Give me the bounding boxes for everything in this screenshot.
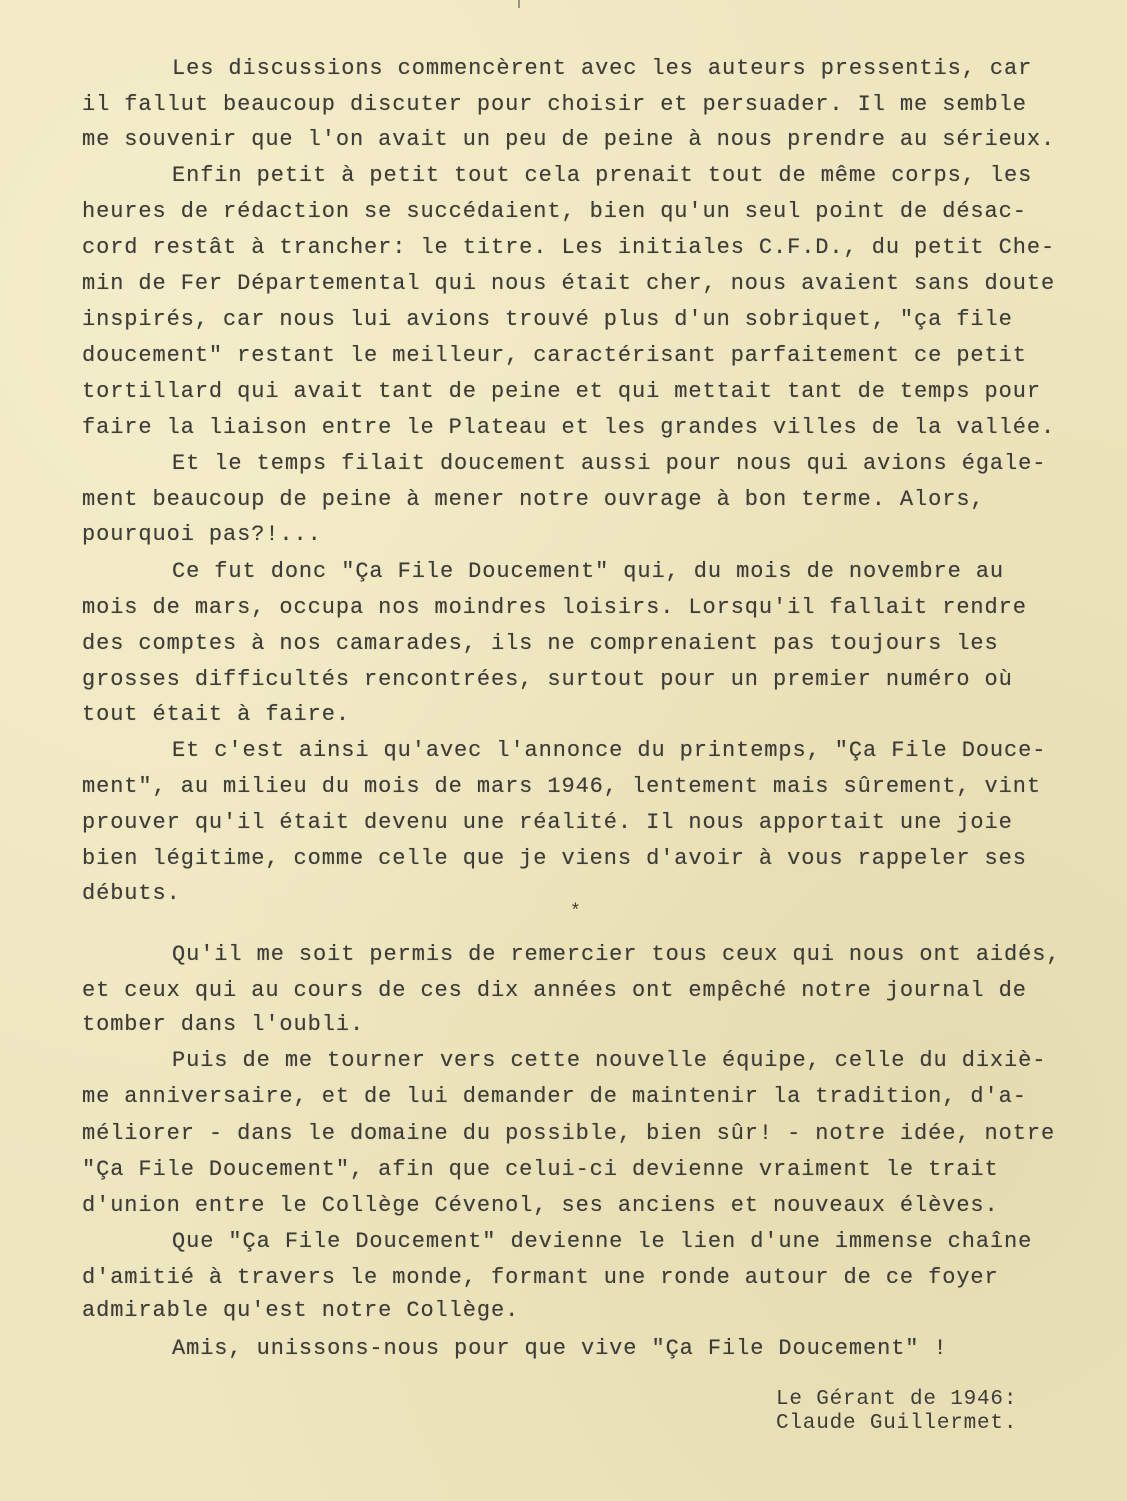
paragraph-line: d'amitié à travers le monde, formant une ronde autour de ce foyer <box>82 1265 999 1290</box>
paragraph-line: faire la liaison entre le Plateau et les grandes villes de la vallée. <box>82 415 1056 440</box>
punch-mark <box>518 0 520 8</box>
paragraph-line: des comptes à nos camarades, ils ne comprenaient pas toujours les <box>82 631 999 656</box>
paragraph-line: débuts. <box>82 881 181 906</box>
paragraph-line: mois de mars, occupa nos moindres loisirs. Lorsqu'il fallait rendre <box>82 595 1027 620</box>
paragraph-line: tomber dans l'oubli. <box>82 1012 365 1037</box>
paragraph-line: cord restât à trancher: le titre. Les initiales C.F.D., du petit Che- <box>82 235 1056 260</box>
paragraph-line: Puis de me tourner vers cette nouvelle équipe, celle du dixiè- <box>172 1048 1047 1073</box>
paragraph-line: Que "Ça File Doucement" devienne le lien d'une immense chaîne <box>172 1229 1033 1254</box>
paragraph-line: tout était à faire. <box>82 702 350 727</box>
paragraph-line: prouver qu'il était devenu une réalité. Il nous apportait une joie <box>82 810 1013 835</box>
paragraph-line: grosses difficultés rencontrées, surtout pour un premier numéro où <box>82 667 1013 692</box>
paragraph-line: heures de rédaction se succédaient, bien qu'un seul point de désac- <box>82 199 1027 224</box>
paragraph-line: pourquoi pas?!... <box>82 522 322 547</box>
signature-name: Claude Guillermet. <box>776 1412 1018 1435</box>
section-separator: * <box>570 902 581 922</box>
signature-title: Le Gérant de 1946: <box>776 1388 1018 1411</box>
paragraph-line: Ce fut donc "Ça File Doucement" qui, du mois de novembre au <box>172 559 1005 584</box>
paragraph-line: inspirés, car nous lui avions trouvé plus d'un sobriquet, "ça file <box>82 307 1013 332</box>
paragraph-line: "Ça File Doucement", afin que celui-ci devienne vraiment le trait <box>82 1157 999 1182</box>
paragraph-line: me anniversaire, et de lui demander de maintenir la tradition, d'a- <box>82 1084 1027 1109</box>
paragraph-line: ment", au milieu du mois de mars 1946, lentement mais sûrement, vint <box>82 774 1041 799</box>
paragraph-line: bien légitime, comme celle que je viens d'avoir à vous rappeler ses <box>82 846 1027 871</box>
paragraph-line: Et c'est ainsi qu'avec l'annonce du printemps, "Ça File Douce- <box>172 738 1047 763</box>
paragraph-line: méliorer - dans le domaine du possible, bien sûr! - notre idée, notre <box>82 1121 1056 1146</box>
paragraph-line: min de Fer Départemental qui nous était cher, nous avaient sans doute <box>82 271 1056 296</box>
paragraph-line: Et le temps filait doucement aussi pour nous qui avions égale- <box>172 451 1047 476</box>
paragraph-line: il fallut beaucoup discuter pour choisir et persuader. Il me semble <box>82 92 1027 117</box>
paragraph-line: admirable qu'est notre Collège. <box>82 1298 520 1323</box>
paragraph-line: tortillard qui avait tant de peine et qui mettait tant de temps pour <box>82 379 1041 404</box>
paragraph-line: Enfin petit à petit tout cela prenait tout de même corps, les <box>172 163 1033 188</box>
paragraph-line: Les discussions commencèrent avec les auteurs pressentis, car <box>172 56 1033 81</box>
paragraph-line: Amis, unissons-nous pour que vive "Ça File Doucement" ! <box>172 1336 948 1361</box>
paragraph-line: me souvenir que l'on avait un peu de peine à nous prendre au sérieux. <box>82 127 1056 152</box>
paragraph-line: et ceux qui au cours de ces dix années ont empêché notre journal de <box>82 978 1027 1003</box>
paragraph-line: d'union entre le Collège Cévenol, ses anciens et nouveaux élèves. <box>82 1193 999 1218</box>
paragraph-line: doucement" restant le meilleur, caractérisant parfaitement ce petit <box>82 343 1027 368</box>
paragraph-line: Qu'il me soit permis de remercier tous ceux qui nous ont aidés, <box>172 942 1061 967</box>
paragraph-line: ment beaucoup de peine à mener notre ouvrage à bon terme. Alors, <box>82 487 985 512</box>
